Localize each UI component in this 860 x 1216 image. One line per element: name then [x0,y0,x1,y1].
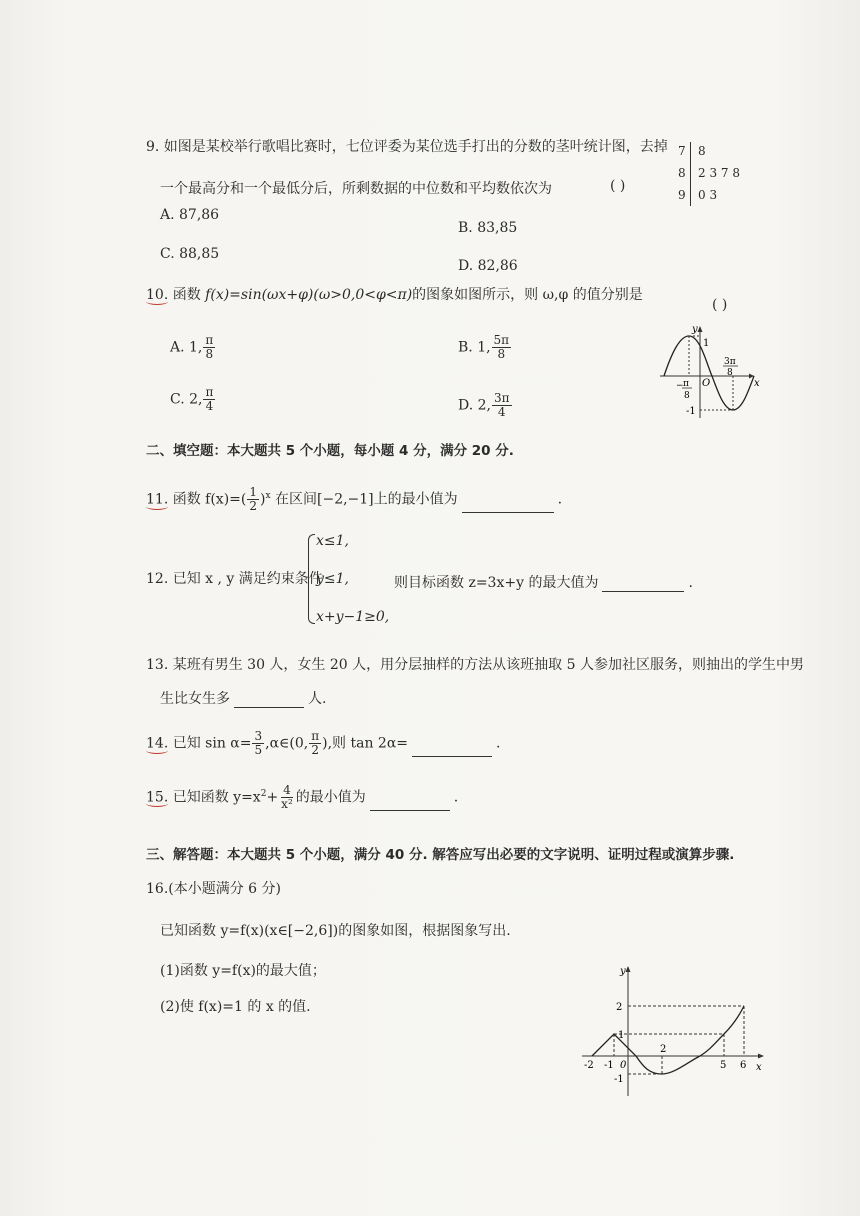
q14-num: 3 [254,729,263,743]
q15-exponent: 2 [260,788,267,799]
q10-right-den: 8 [727,368,733,378]
q10-d-den: 4 [497,405,506,419]
q14-answer-blank[interactable] [412,742,492,757]
q14-fraction-2 [309,730,321,757]
q10-b-label: B. 1, [458,339,491,356]
q10-c-label: C. 2, [170,391,203,408]
q14-den2: 2 [311,743,319,757]
q16-y-tick-1: 1 [618,1030,625,1041]
q13-line2-prefix: 生比女生多 [160,691,230,707]
q16-x-tick-5: 5 [720,1060,727,1071]
q10-left-num: π [683,379,689,389]
q10-label-one: 1 [703,338,710,349]
q11-close-paren: ) [260,491,266,508]
leaf-7: 8 [698,144,706,158]
q14-den: 5 [254,743,263,757]
q16-x-tick-6: 6 [740,1060,747,1071]
q14-num2: π [311,729,320,743]
q10-a-fraction [203,334,215,361]
q10-y-arrow [698,326,703,332]
q10-d-label: D. 2, [458,397,491,414]
q10-d-num: 3π [493,391,510,405]
q10-b-num: 5π [493,333,510,347]
q15-prefix: 15. 已知函数 y=x [146,789,261,806]
q12-constraint-2: y≤1, [316,571,349,587]
q16-line1: 已知函数 y=f(x)(x∈[−2,6])的图象如图，根据图象写出. [160,923,511,939]
q11-den: 2 [249,499,257,513]
q11-num: 1 [249,485,257,499]
q15-plus: + [266,789,279,806]
q15-den: x² [281,797,293,811]
q9-option-a: A. 87,86 [160,207,220,223]
q10-prefix: 10. 函数 [146,287,201,303]
q15-fraction [279,784,295,811]
q16-x-tick-origin: 0 [620,1060,627,1071]
q10-option-a [170,334,216,361]
q9-answer-paren: ( ) [610,178,626,194]
q15-stem [146,784,458,811]
leaf-9: 0 3 [698,188,718,202]
q16-part2: (2)使 f(x)=1 的 x 的值. [160,999,311,1015]
q10-origin: O [702,378,711,389]
q10-d-fraction [492,392,512,419]
q11-exponent: x [265,490,271,501]
q9-option-b: B. 83,85 [458,220,518,236]
q16-y-label: y [620,966,626,977]
q10-sine-graph [656,322,760,422]
q15-end: . [453,789,459,806]
q9-option-c: C. 88,85 [160,246,220,262]
q11-stem [146,486,562,513]
q10-answer-paren: ( ) [712,297,728,313]
q16-x-tick-neg2: -2 [584,1060,594,1071]
q14-mid: ,α∈(0, [265,735,309,752]
q11-prefix: 11. 函数 f(x)=( [146,491,247,508]
q13-line1: 13. 某班有男生 30 人，女生 20 人，用分层抽样的方法从该班抽取 5 人参加社区服务，则抽出的学生中男 [146,657,804,673]
q10-suffix: 的图象如图所示，则 ω,φ 的值分别是 [412,287,643,303]
q16-x-tick-neg1: -1 [604,1060,614,1071]
leaf-8: 2 3 7 8 [698,166,740,180]
q10-stem [146,286,643,304]
q13-line2 [160,690,326,708]
q10-y-label: y [692,324,698,335]
q10-a-label: A. 1, [170,339,203,356]
q16-y-arrow [626,966,631,972]
q10-c-num: π [205,385,214,399]
q14-stem [146,730,500,757]
q10-left-den: 8 [684,391,690,401]
q13-line2-suffix: 人. [308,691,327,707]
q10-option-d [458,392,513,419]
section-2-heading: 二、填空题：本大题共 5 个小题，每小题 4 分，满分 20 分. [146,443,514,459]
q10-x-label: x [754,378,760,389]
q16-heading: 16.(本小题满分 6 分) [146,881,281,897]
section-3-heading: 三、解答题：本大题共 5 个小题，满分 40 分. 解答应写出必要的文字说明、证明过程或演算步骤. [146,847,735,863]
q12-objective [394,574,693,592]
q16-x-arrow [758,1054,764,1059]
q10-a-den: 8 [205,347,214,361]
q12-constraint-3: x+y−1≥0, [316,609,390,625]
q16-x-tick-2: 2 [660,1044,667,1055]
q13-answer-blank[interactable] [234,693,304,708]
q11-end: . [557,491,563,508]
q10-option-c [170,386,216,413]
q16-function-graph [578,962,768,1100]
q11-answer-blank[interactable] [462,498,554,513]
q10-expression: f(x)=sin(ωx+φ)(ω>0,0<φ<π) [205,287,413,303]
q10-b-den: 8 [497,347,506,361]
q12-end: . [688,575,693,591]
q10-option-b [458,334,512,361]
q16-y-tick-neg1: -1 [614,1074,624,1085]
q14-fraction-1 [252,730,264,757]
q9-line1: 9. 如图是某校举行歌唱比赛时，七位评委为某位选手打出的分数的茎叶统计图，去掉 [146,139,668,155]
q14-prefix: 14. 已知 sin α= [146,735,252,752]
stem-leaf-plot [676,140,766,210]
q12-suffix: 则目标函数 z=3x+y 的最大值为 [394,575,599,591]
q11-suffix: 在区间[−2,−1]上的最小值为 [270,491,458,508]
q9-line2: 一个最高分和一个最低分后，所剩数据的中位数和平均数依次为 [160,181,552,197]
q10-b-fraction [492,334,512,361]
q10-left-sign: − [676,381,684,391]
q14-end: . [496,735,501,752]
q16-x-label: x [756,1062,762,1073]
q10-c-den: 4 [205,399,214,413]
stem-9: 9 [678,188,686,202]
q10-a-num: π [205,333,214,347]
q10-right-num: 3π [724,357,736,367]
q16-y-tick-2: 2 [616,1002,623,1013]
q15-num: 4 [283,783,291,797]
q9-option-d: D. 82,86 [458,258,518,274]
q12-answer-blank[interactable] [602,577,684,592]
q15-answer-blank[interactable] [370,796,450,811]
q12-prefix: 12. 已知 x , y 满足约束条件 [146,571,323,587]
stem-7: 7 [678,144,686,158]
q12-brace [308,534,315,624]
q16-part1: (1)函数 y=f(x)的最大值； [160,963,326,979]
stem-8: 8 [678,166,686,180]
stem-leaf-divider [690,142,691,206]
q14-suffix: ),则 tan 2α= [322,735,409,752]
q15-suffix: 的最小值为 [295,789,366,806]
q10-label-neg-one: -1 [686,406,696,417]
q11-fraction [247,486,259,513]
q12-constraint-1: x≤1, [316,533,349,549]
q10-c-fraction [203,386,215,413]
